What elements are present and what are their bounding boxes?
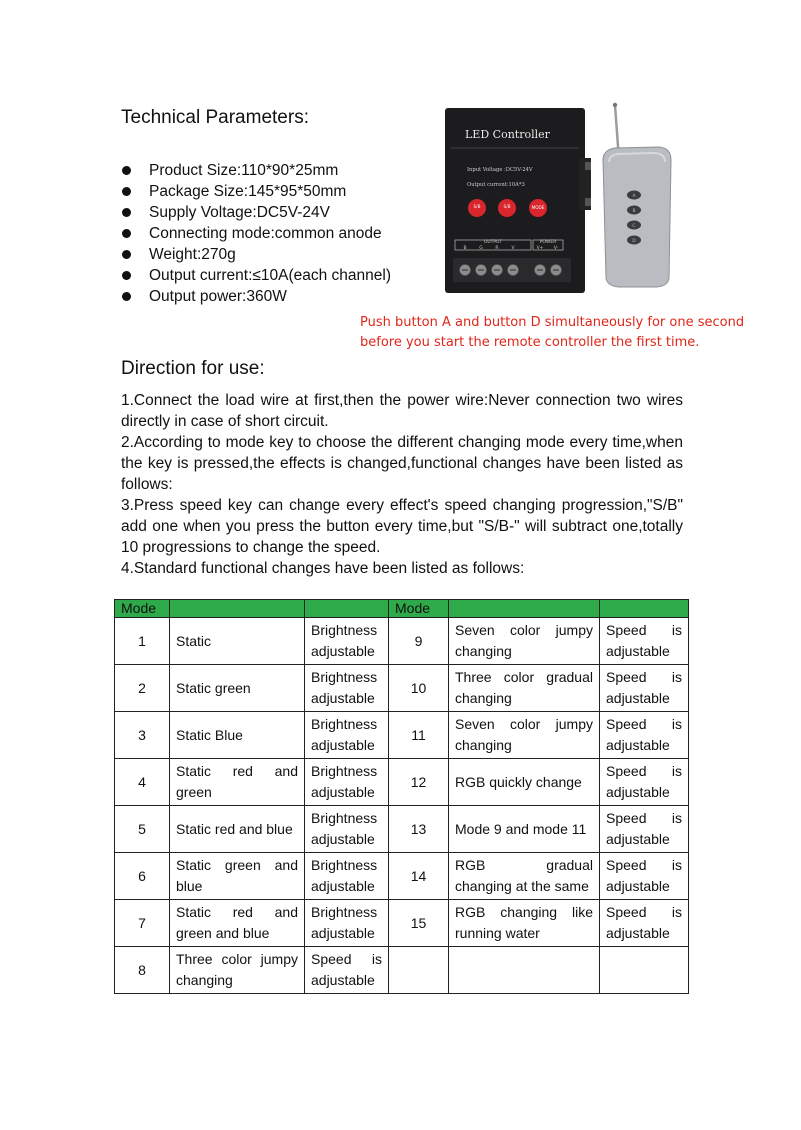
mode-name-cell: Static green	[170, 665, 305, 712]
mode-table	[114, 599, 689, 994]
mode-number-cell: 4	[115, 759, 170, 806]
output-label: OUTPUT	[483, 240, 503, 245]
header-cell	[170, 600, 305, 618]
remote-note-line-1: Push button A and button D simultaneously for one second	[360, 315, 745, 330]
bullet-icon	[122, 229, 131, 238]
mode-number-cell: 12	[389, 759, 449, 806]
device-button-label: MODE	[531, 205, 545, 210]
remote-note-line-2: before you start the remote controller the first time.	[360, 335, 700, 350]
spec-item	[121, 181, 391, 202]
mode-name-cell: Static red and green	[170, 759, 305, 806]
mode-adjustment-cell: Brightness adjustable	[305, 618, 389, 665]
mode-number-cell: 5	[115, 806, 170, 853]
mode-number-cell: 15	[389, 900, 449, 947]
mode-number-cell: 7	[115, 900, 170, 947]
table-row	[115, 665, 689, 712]
mode-name-cell: RGB quickly change	[449, 759, 600, 806]
direction-heading: Direction for use:	[121, 358, 265, 379]
header-cell	[449, 600, 600, 618]
spec-item	[121, 223, 391, 244]
bullet-icon	[122, 271, 131, 280]
power-label: POWER	[539, 240, 557, 245]
mode-number-cell: 6	[115, 853, 170, 900]
mode-name-cell: Static green and blue	[170, 853, 305, 900]
mode-number-cell: 13	[389, 806, 449, 853]
terminal-label: V	[511, 246, 515, 251]
header-cell	[305, 600, 389, 618]
mode-adjustment-cell: Brightness adjustable	[305, 759, 389, 806]
mode-name-cell: Static Blue	[170, 712, 305, 759]
mode-adjustment-cell: Speed is adjustable	[600, 806, 689, 853]
remote-control-image	[603, 103, 671, 287]
terminal-label: V+	[536, 246, 544, 251]
mode-adjustment-cell: Speed is adjustable	[600, 900, 689, 947]
device-title: LED Controller	[465, 128, 550, 141]
mode-adjustment-cell: Speed is adjustable	[600, 665, 689, 712]
mode-name-cell: Three color jumpy changing	[170, 947, 305, 994]
spec-text: Supply Voltage:DC5V-24V	[149, 204, 330, 221]
led-controller-image	[445, 108, 591, 293]
mode-name-cell: Static red and green and blue	[170, 900, 305, 947]
mode-header-cell: Mode	[115, 600, 170, 618]
table-row	[115, 712, 689, 759]
direction-paragraph: 4.Standard functional changes have been listed as follows:	[121, 560, 525, 577]
mode-name-cell	[449, 947, 600, 994]
remote-button-label: B	[632, 209, 636, 214]
mode-name-cell: Three color gradual changing	[449, 665, 600, 712]
mode-name-cell: Mode 9 and mode 11	[449, 806, 600, 853]
table-row	[115, 806, 689, 853]
table-row	[115, 759, 689, 806]
mode-name-cell: Seven color jumpy changing	[449, 618, 600, 665]
mode-number-cell: 10	[389, 665, 449, 712]
direction-paragraph: 1.Connect the load wire at first,then the power wire:Never connection two wires directly in case of short circuit.	[121, 392, 683, 430]
remote-button-label: C	[632, 224, 636, 229]
mode-number-cell: 3	[115, 712, 170, 759]
bullet-icon	[122, 166, 131, 175]
bullet-icon	[122, 292, 131, 301]
direction-text	[121, 390, 683, 579]
table-row	[115, 618, 689, 665]
direction-paragraph: 3.Press speed key can change every effect's speed changing progression,"S/B" add one when you press the button every time,but "S/B-" will subtract one,totally 10 progressions to change the speed.	[121, 497, 683, 556]
mode-adjustment-cell	[600, 947, 689, 994]
terminal-label: G	[479, 246, 483, 251]
spec-list	[121, 160, 391, 307]
mode-name-cell: RGB gradual changing at the same	[449, 853, 600, 900]
device-button-label: S/B	[473, 204, 481, 209]
direction-paragraph: 2.According to mode key to choose the different changing mode every time,when the key is pressed,the effects is changed,functional changes have been listed as follows:	[121, 434, 683, 493]
mode-adjustment-cell: Brightness adjustable	[305, 853, 389, 900]
spec-item	[121, 160, 391, 181]
input-voltage-label: Input Voltage :DC5V-24V	[467, 167, 533, 173]
terminal-label: B	[463, 246, 467, 251]
spec-text: Output power:360W	[149, 288, 287, 305]
mode-number-cell: 8	[115, 947, 170, 994]
mode-name-cell: RGB changing like running water	[449, 900, 600, 947]
spec-item	[121, 244, 391, 265]
mode-adjustment-cell: Brightness adjustable	[305, 900, 389, 947]
spec-text: Weight:270g	[149, 246, 236, 263]
spec-item	[121, 265, 391, 286]
mode-adjustment-cell: Speed is adjustable	[600, 759, 689, 806]
mode-adjustment-cell: Brightness adjustable	[305, 806, 389, 853]
device-button-label: S/B	[503, 204, 511, 209]
mode-header-cell: Mode	[389, 600, 449, 618]
mode-name-cell: Static red and blue	[170, 806, 305, 853]
mode-number-cell: 2	[115, 665, 170, 712]
spec-item	[121, 286, 391, 307]
terminal-label: V-	[553, 246, 559, 251]
mode-adjustment-cell: Speed is adjustable	[600, 853, 689, 900]
table-row	[115, 900, 689, 947]
mode-number-cell: 11	[389, 712, 449, 759]
mode-number-cell: 9	[389, 618, 449, 665]
remote-button-label: A	[632, 194, 636, 199]
mode-number-cell: 1	[115, 618, 170, 665]
bullet-icon	[122, 208, 131, 217]
table-row	[115, 947, 689, 994]
header-cell	[600, 600, 689, 618]
product-photo	[443, 100, 688, 300]
mode-adjustment-cell: Speed is adjustable	[305, 947, 389, 994]
bullet-icon	[122, 187, 131, 196]
bullet-icon	[122, 250, 131, 259]
spec-text: Output current:≤10A(each channel)	[149, 267, 392, 284]
output-current-label: Output current:10A*3	[467, 182, 525, 188]
spec-item	[121, 202, 391, 223]
mode-number-cell: 14	[389, 853, 449, 900]
mode-adjustment-cell: Speed is adjustable	[600, 618, 689, 665]
mode-table-header	[115, 600, 689, 618]
mode-name-cell: Seven color jumpy changing	[449, 712, 600, 759]
mode-adjustment-cell: Brightness adjustable	[305, 665, 389, 712]
mode-adjustment-cell: Speed is adjustable	[600, 712, 689, 759]
spec-text: Product Size:110*90*25mm	[149, 162, 339, 179]
technical-heading: Technical Parameters:	[121, 107, 309, 128]
table-row	[115, 853, 689, 900]
terminal-label: R	[495, 246, 499, 251]
mode-adjustment-cell: Brightness adjustable	[305, 712, 389, 759]
mode-number-cell	[389, 947, 449, 994]
spec-text: Connecting mode:common anode	[149, 225, 382, 242]
remote-button-label: D	[632, 239, 636, 244]
spec-text: Package Size:145*95*50mm	[149, 183, 347, 200]
mode-name-cell: Static	[170, 618, 305, 665]
